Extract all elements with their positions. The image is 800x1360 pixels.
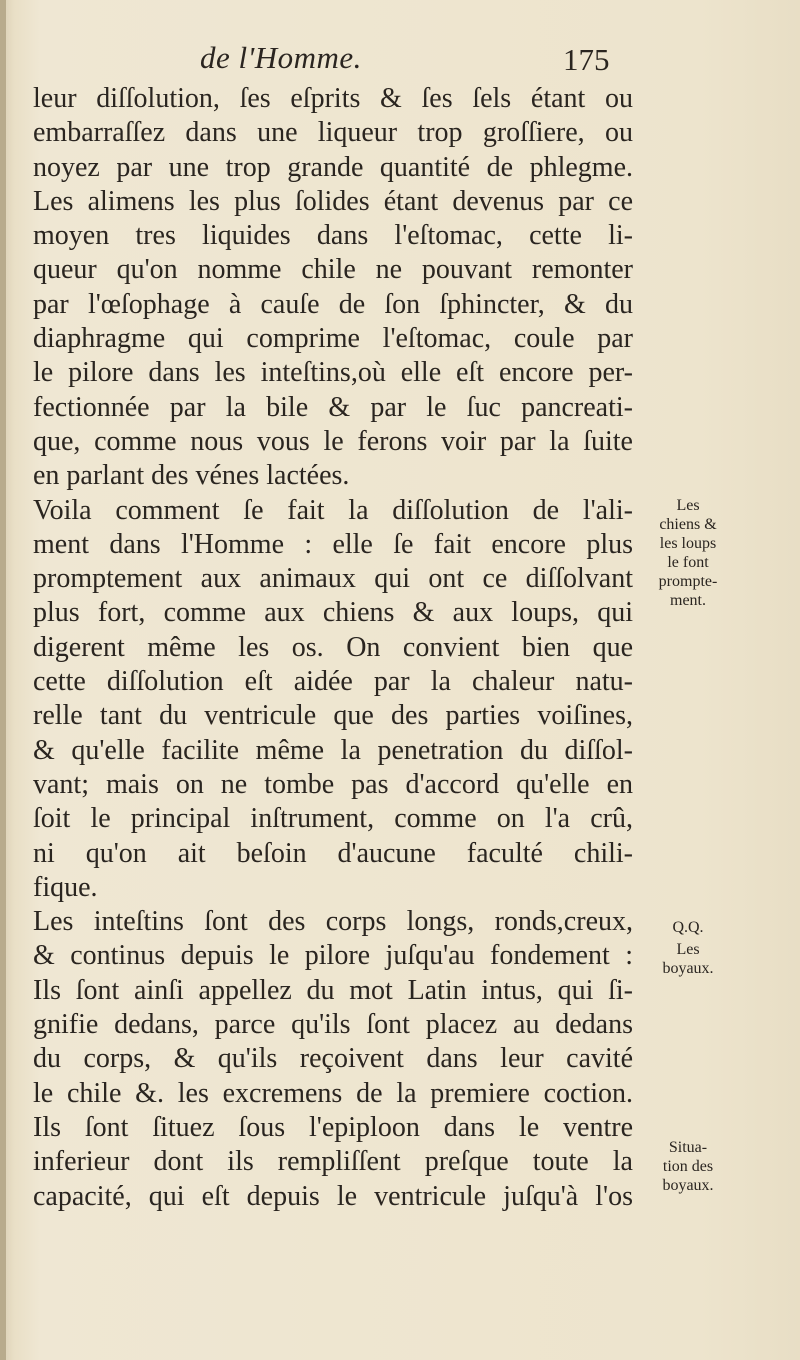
margin-note-situation [638, 1138, 738, 1195]
text-line: & qu'elle facilite même la penetration du diſſol- [33, 734, 633, 766]
text-line: gnifie dedans, parce qu'ils ſont placez au dedans [33, 1009, 633, 1041]
margin-note-line: chiens & [659, 516, 717, 533]
margin-note-line: les loups [659, 535, 717, 552]
text-line: diaphragme qui comprime l'eſtomac, coule par [33, 323, 633, 355]
text-line: fique. [33, 871, 98, 903]
text-line: cette diſſolution eſt aidée par la chaleur natu- [33, 666, 633, 698]
body-text [33, 82, 633, 1214]
text-line: Les inteſtins ſont des corps longs, ronds,creux, [33, 906, 633, 938]
text-line: & continus depuis le pilore juſqu'au fondement : [33, 940, 633, 972]
text-line: moyen tres liquides dans l'eſtomac, cette li- [33, 220, 633, 252]
margin-note-qq [638, 918, 738, 937]
page-header [0, 40, 800, 80]
page-number: 175 [563, 42, 610, 77]
text-line: en parlant des vénes lactées. [33, 460, 350, 492]
text-line: Ils ſont ainſi appellez du mot Latin intus, qui ſi- [33, 974, 633, 1006]
text-line: du corps, & qu'ils reçoivent dans leur cavité [33, 1043, 633, 1075]
page-gutter [0, 0, 6, 1360]
margin-note-line: tion des [662, 1158, 714, 1175]
text-line: Voila comment ſe fait la diſſolution de l'ali- [33, 494, 633, 526]
text-line: vant; mais on ne tombe pas d'accord qu'elle en [33, 768, 633, 800]
text-line: capacité, qui eſt depuis le ventricule juſqu'à l'os [33, 1180, 633, 1212]
text-line: queur qu'on nomme chile ne pouvant remonter [33, 254, 633, 286]
text-line: plus fort, comme aux chiens & aux loups, qui [33, 597, 633, 629]
text-line: embarraſſez dans une liqueur trop groſſiere, ou [33, 117, 633, 149]
text-line: fectionnée par la bile & par le ſuc pancreati- [33, 391, 633, 423]
margin-note-line: le font [667, 554, 709, 571]
text-line: ment dans l'Homme : elle ſe fait encore plus [33, 528, 633, 560]
margin-note-line: Les [676, 497, 700, 514]
margin-note-line: boyaux. [662, 1177, 714, 1194]
text-line: Les alimens les plus ſolides étant devenus par ce [33, 185, 633, 217]
text-line: le chile &. les excremens de la premiere coction. [33, 1077, 633, 1109]
margin-note-line: ment. [670, 592, 706, 609]
margin-note-line: boyaux. [662, 960, 714, 977]
margin-note-line: prompte- [658, 573, 718, 590]
margin-note-line: Situa- [668, 1139, 708, 1156]
text-line: par l'œſophage à cauſe de ſon ſphincter, & du [33, 288, 633, 320]
text-line: relle tant du ventricule que des parties voiſines, [33, 700, 633, 732]
running-title: de l'Homme. [200, 40, 362, 75]
text-line: leur diſſolution, ſes eſprits & ſes ſels étant ou [33, 83, 633, 114]
margin-note-line: Les [676, 941, 700, 958]
text-line: digerent même les os. On convient bien que [33, 631, 633, 663]
text-line: Ils ſont ſituez ſous l'epiploon dans le ventre [33, 1111, 633, 1143]
text-line: que, comme nous vous le ferons voir par la ſuite [33, 425, 633, 457]
margin-note-dogs [638, 496, 738, 610]
text-line: ſoit le principal inſtrument, comme on l'a crû, [33, 803, 633, 835]
text-line: noyez par une trop grande quantité de phlegme. [33, 151, 633, 183]
margin-note-intestins [638, 940, 738, 978]
text-line: promptement aux animaux qui ont ce diſſolvant [33, 563, 633, 595]
text-line: inferieur dont ils rempliſſent preſque toute la [33, 1146, 633, 1178]
margin-note-line: Q.Q. [672, 919, 704, 936]
text-line: ni qu'on ait beſoin d'aucune faculté chili- [33, 837, 633, 869]
text-line: le pilore dans les inteſtins,où elle eſt encore per- [33, 357, 633, 389]
